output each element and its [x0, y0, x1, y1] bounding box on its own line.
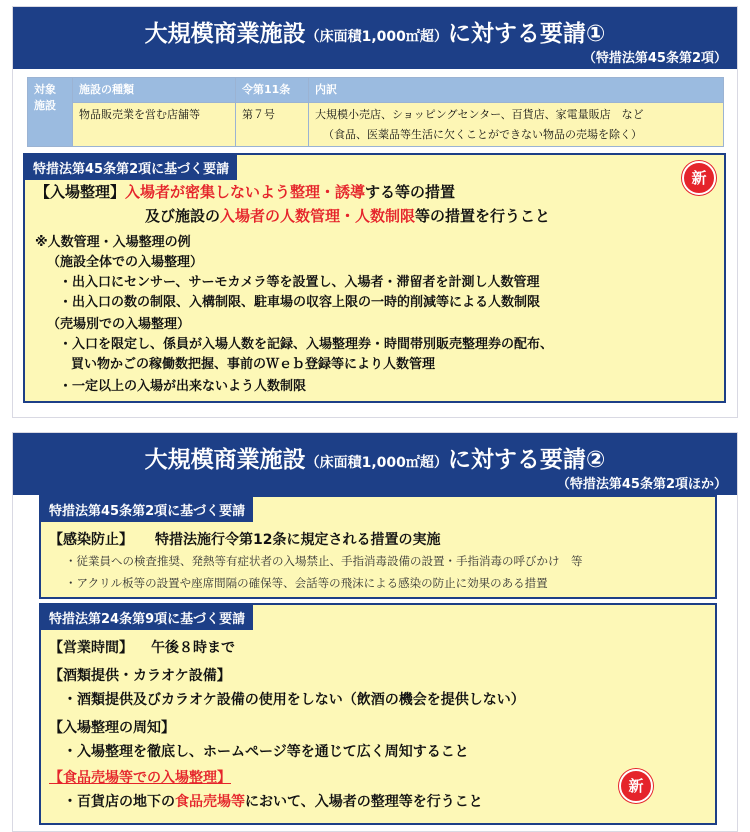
- box2-label: 特措法第24条第9項に基づく要請: [41, 605, 253, 630]
- hours-heading: 【営業時間】: [49, 640, 133, 656]
- slide-2: [12, 432, 738, 832]
- title-main-text: 大規模商業施設: [144, 447, 306, 473]
- title-floor-area: （床面積1,000㎡超）: [305, 29, 448, 45]
- request-box-45: [23, 153, 726, 403]
- entry-control-tail: する等の措置: [365, 183, 456, 201]
- table-header-type: 施設の種類: [73, 78, 236, 103]
- example-item-3: ・入口を限定し、係員が入場人数を記録、入場整理券・時間帯別販売整理券の配布、: [59, 337, 554, 352]
- line2-tail: 等の措置を行うこと: [415, 207, 551, 225]
- slide-1-title-bar: [13, 7, 737, 69]
- new-badge: 新: [682, 161, 716, 195]
- food-floor-item: [63, 791, 483, 811]
- table-side-label: 対象施設: [28, 78, 73, 147]
- infection-heading: 【感染防止】: [49, 532, 133, 548]
- alcohol-karaoke-item: ・酒類提供及びカラオケ設備の使用をしない（飲酒の機会を提供しない）: [63, 692, 525, 708]
- entry-notice-item: ・入場整理を徹底し、ホームページ等を通じて広く周知すること: [63, 744, 469, 760]
- slide-1-subtitle: （特措法第45条第2項）: [582, 51, 727, 66]
- entry-control-line-2: [145, 205, 550, 226]
- food-floor-heading: 【食品売場等での入場整理】: [49, 770, 231, 786]
- slide-1-title: [13, 15, 737, 48]
- facility-table: [27, 77, 724, 147]
- entry-control-heading: 【入場整理】: [35, 183, 126, 201]
- line2-head: 及び施設の: [145, 207, 221, 225]
- whole-facility-heading: （施設全体での入場整理）: [47, 255, 204, 270]
- slide-2-title-bar: [13, 433, 737, 495]
- request-box-24: [39, 603, 717, 825]
- table-header-article: 令第11条: [236, 78, 309, 103]
- title-main-text: 大規模商業施設: [144, 21, 306, 47]
- alcohol-karaoke-heading: 【酒類提供・カラオケ設備】: [49, 668, 231, 684]
- hours-value: 午後８時まで: [151, 640, 235, 656]
- example-item-2: ・出入口の数の制限、入構制限、駐車場の収容上限の一時的削減等による人数制限: [59, 295, 541, 310]
- table-cell-article: 第７号: [236, 103, 309, 147]
- slide-2-title: [13, 441, 737, 474]
- infection-prevention-line: [49, 529, 440, 549]
- entry-notice-heading: 【入場整理の周知】: [49, 720, 175, 736]
- entry-control-emphasis: 入場者が密集しないよう整理・誘導: [125, 183, 366, 201]
- breakdown-note: （食品、医薬品等生活に欠くことができない物品の売場を除く）: [323, 128, 642, 141]
- food-item-tail: において、入場者の整理等を行うこと: [245, 794, 483, 810]
- food-item-head: ・百貨店の地下の: [63, 794, 175, 810]
- table-cell-breakdown: [309, 103, 724, 147]
- request-box-infection: [39, 495, 717, 599]
- title-end-text: に対する要請②: [447, 447, 606, 473]
- table-header-breakdown: 内訳: [309, 78, 724, 103]
- example-item-3-cont: 買い物かごの稼働数把握、事前のＷｅｂ登録等により人数管理: [71, 357, 436, 372]
- infection-item-2: ・アクリル板等の設置や座席間隔の確保等、会話等の飛沫による感染の防止に効果のある措置: [65, 576, 548, 590]
- entry-control-line-1: [35, 181, 455, 202]
- title-end-text: に対する要請①: [447, 21, 606, 47]
- box1-label: 特措法第45条第2項に基づく要請: [41, 497, 253, 522]
- table-cell-type: 物品販売業を営む店舗等: [73, 103, 236, 147]
- new-badge: 新: [619, 769, 653, 803]
- example-item-4: ・一定以上の入場が出来ないよう人数制限: [59, 379, 307, 394]
- infection-measure: 特措法施行令第12条に規定される措置の実施: [155, 532, 441, 548]
- example-item-1: ・出入口にセンサー、サーモカメラ等を設置し、入場者・滞留者を計測し人数管理: [59, 275, 540, 290]
- breakdown-text: 大規模小売店、ショッピングセンター、百貨店、家電量販店 など: [315, 108, 644, 121]
- slide-2-subtitle: （特措法第45条第2項ほか）: [556, 477, 727, 492]
- food-item-emphasis: 食品売場等: [175, 794, 245, 810]
- per-floor-heading: （売場別での入場整理）: [47, 317, 191, 332]
- examples-heading: ※人数管理・入場整理の例: [35, 235, 191, 250]
- business-hours-line: [49, 637, 235, 657]
- title-floor-area: （床面積1,000㎡超）: [305, 455, 448, 471]
- box-label: 特措法第45条第2項に基づく要請: [25, 155, 237, 180]
- infection-item-1: ・従業員への検査推奨、発熱等有症状者の入場禁止、手指消毒設備の設置・手指消毒の呼びかけ 等: [65, 554, 583, 568]
- slide-1: [12, 6, 738, 418]
- line2-emphasis: 入場者の人数管理・人数制限: [220, 207, 416, 225]
